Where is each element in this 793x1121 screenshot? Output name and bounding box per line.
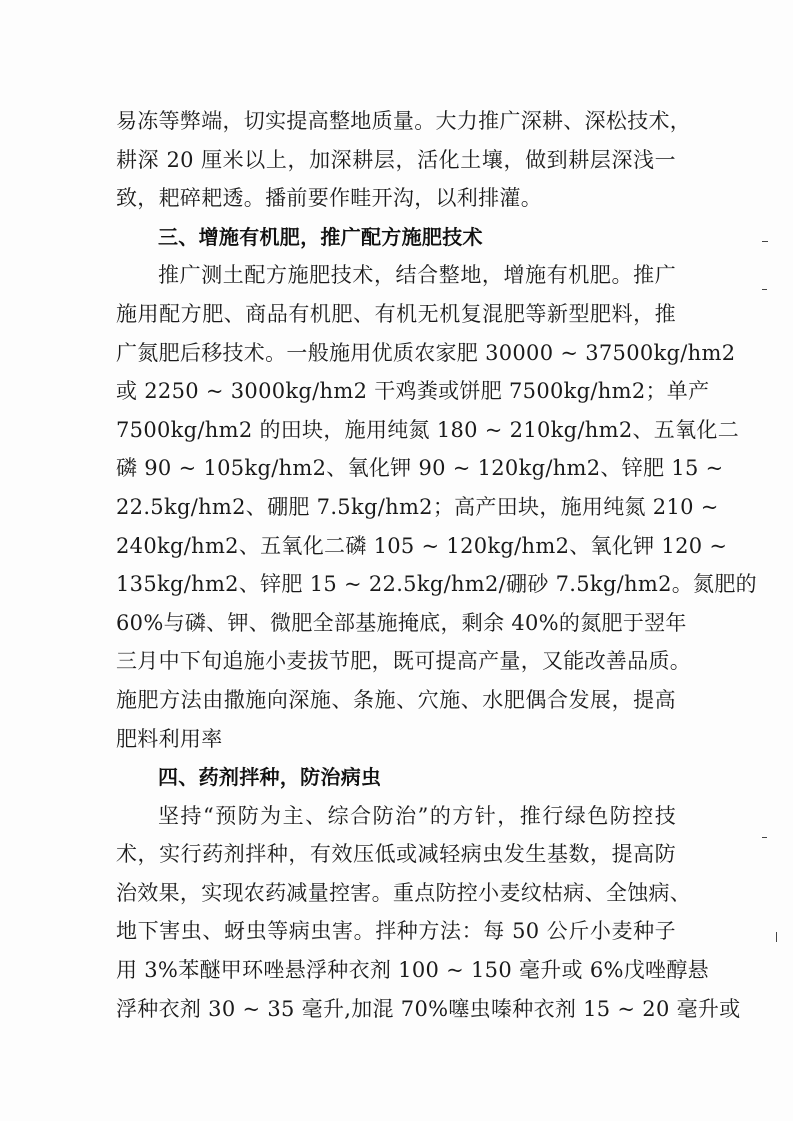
- paragraph-line: 施肥方法由撒施向深施、条施、穴施、水肥偶合发展，提高: [116, 687, 676, 712]
- paragraph-line: 术，实行药剂拌种，有效压低或减轻病虫发生基数，提高防: [116, 842, 676, 867]
- paragraph-line: 磷 90 ~ 105kg/hm2、氧化钾 90 ~ 120kg/hm2、锌肥 15 ~: [116, 456, 724, 481]
- paragraph-line: 施用配方肥、商品有机肥、有机无机复混肥等新型肥料，推: [116, 301, 676, 326]
- paragraph-line: 推广测土配方施肥技术，结合整地，增施有机肥。推广: [158, 263, 676, 288]
- document-body: [116, 102, 757, 1028]
- paragraph-line: 治效果，实现农药减量控害。重点防控小麦纹枯病、全蚀病、: [116, 880, 692, 905]
- scan-mark: [762, 241, 768, 242]
- paragraph-line: 60%与磷、钾、微肥全部基施掩底，剩余 40%的氮肥于翌年: [116, 610, 687, 635]
- paragraph-line: 致，耙碎耙透。播前要作畦开沟，以利排灌。: [116, 186, 542, 211]
- section-heading: 四、药剂拌种，防治病虫: [158, 765, 382, 790]
- paragraph-line: 肥料利用率: [116, 726, 223, 751]
- paragraph-line: 7500kg/hm2 的田块，施用纯氮 180 ~ 210kg/hm2、五氧化二: [116, 417, 739, 442]
- scan-mark: [776, 932, 777, 942]
- paragraph-line: 易冻等弊端，切实提高整地质量。大力推广深耕、深松技术，: [116, 109, 692, 133]
- section-heading: 三、增施有机肥，推广配方施肥技术: [158, 224, 483, 249]
- paragraph-line: 22.5kg/hm2、硼肥 7.5kg/hm2；高产田块，施用纯氮 210 ~: [116, 494, 719, 519]
- paragraph-line: 广氮肥后移技术。一般施用优质农家肥 30000 ~ 37500kg/hm2: [116, 340, 736, 365]
- paragraph-line: 浮种衣剂 30 ~ 35 毫升,加混 70%噻虫嗪种衣剂 15 ~ 20 毫升或: [116, 996, 741, 1021]
- paragraph-line: 240kg/hm2、五氧化二磷 105 ~ 120kg/hm2、氧化钾 120 ~: [116, 533, 728, 558]
- paragraph-line: 三月中下旬追施小麦拔节肥，既可提高产量，又能改善品质。: [116, 649, 692, 674]
- paragraph-line: 或 2250 ~ 3000kg/hm2 干鸡粪或饼肥 7500kg/hm2；单产: [116, 379, 710, 404]
- paragraph-line: 用 3%苯醚甲环唑悬浮种衣剂 100 ~ 150 毫升或 6%戊唑醇悬: [116, 958, 709, 983]
- scan-mark: [762, 289, 767, 290]
- scan-mark: [762, 837, 767, 838]
- paragraph-line: 耕深 20 厘米以上，加深耕层，活化土壤，做到耕层深浅一: [116, 147, 676, 172]
- paragraph-line: 地下害虫、蚜虫等病虫害。拌种方法：每 50 公斤小麦种子: [116, 919, 676, 944]
- paragraph-line: 坚持“预防为主、综合防治”的方针，推行绿色防控技: [158, 803, 676, 828]
- paragraph-line: 135kg/hm2、锌肥 15 ~ 22.5kg/hm2/硼砂 7.5kg/hm2。氮肥的: [116, 572, 757, 597]
